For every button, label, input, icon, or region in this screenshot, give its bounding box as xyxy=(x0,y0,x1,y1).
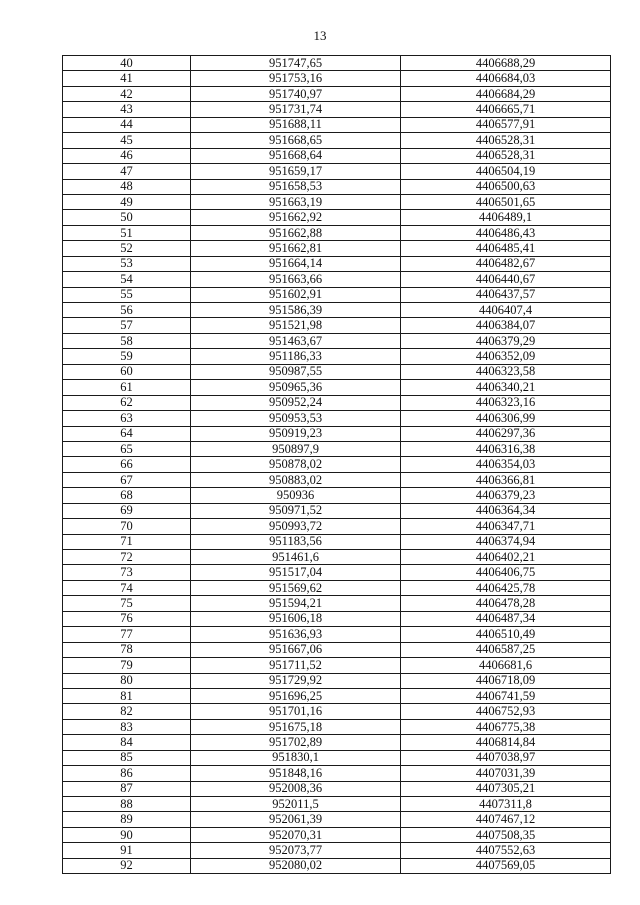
point-number-cell: 71 xyxy=(63,534,191,549)
y-coordinate-cell: 4406752,93 xyxy=(401,704,611,719)
y-coordinate-cell: 4406775,38 xyxy=(401,719,611,734)
table-row xyxy=(63,56,611,71)
x-coordinate-cell: 951667,06 xyxy=(191,642,401,657)
table-row xyxy=(63,86,611,101)
x-coordinate-cell: 951521,98 xyxy=(191,318,401,333)
table-row xyxy=(63,441,611,456)
point-number-cell: 85 xyxy=(63,750,191,765)
point-number-cell: 82 xyxy=(63,704,191,719)
point-number-cell: 67 xyxy=(63,472,191,487)
x-coordinate-cell: 952073,77 xyxy=(191,843,401,858)
table-row xyxy=(63,241,611,256)
point-number-cell: 87 xyxy=(63,781,191,796)
table-row xyxy=(63,735,611,750)
table-row xyxy=(63,457,611,472)
point-number-cell: 74 xyxy=(63,580,191,595)
point-number-cell: 43 xyxy=(63,102,191,117)
table-row xyxy=(63,364,611,379)
table-row xyxy=(63,210,611,225)
point-number-cell: 91 xyxy=(63,843,191,858)
table-row xyxy=(63,472,611,487)
table-row xyxy=(63,411,611,426)
x-coordinate-cell: 951729,92 xyxy=(191,673,401,688)
point-number-cell: 88 xyxy=(63,797,191,812)
table-row xyxy=(63,102,611,117)
x-coordinate-cell: 952061,39 xyxy=(191,812,401,827)
point-number-cell: 53 xyxy=(63,256,191,271)
table-row xyxy=(63,550,611,565)
x-coordinate-cell: 950952,24 xyxy=(191,395,401,410)
y-coordinate-cell: 4406379,23 xyxy=(401,488,611,503)
y-coordinate-cell: 4406440,67 xyxy=(401,272,611,287)
y-coordinate-cell: 4406528,31 xyxy=(401,133,611,148)
y-coordinate-cell: 4406340,21 xyxy=(401,380,611,395)
x-coordinate-cell: 950993,72 xyxy=(191,519,401,534)
x-coordinate-cell: 951663,66 xyxy=(191,272,401,287)
point-number-cell: 55 xyxy=(63,287,191,302)
y-coordinate-cell: 4407038,97 xyxy=(401,750,611,765)
x-coordinate-cell: 951675,18 xyxy=(191,719,401,734)
x-coordinate-cell: 951701,16 xyxy=(191,704,401,719)
point-number-cell: 59 xyxy=(63,349,191,364)
table-row xyxy=(63,565,611,580)
y-coordinate-cell: 4406504,19 xyxy=(401,164,611,179)
table-row xyxy=(63,503,611,518)
x-coordinate-cell: 951662,88 xyxy=(191,225,401,240)
table-row xyxy=(63,71,611,86)
y-coordinate-cell: 4406323,16 xyxy=(401,395,611,410)
y-coordinate-cell: 4406684,03 xyxy=(401,71,611,86)
table-row xyxy=(63,333,611,348)
table-row xyxy=(63,303,611,318)
x-coordinate-cell: 950883,02 xyxy=(191,472,401,487)
y-coordinate-cell: 4406665,71 xyxy=(401,102,611,117)
table-row xyxy=(63,287,611,302)
y-coordinate-cell: 4406366,81 xyxy=(401,472,611,487)
x-coordinate-cell: 952011,5 xyxy=(191,797,401,812)
table-row xyxy=(63,272,611,287)
x-coordinate-cell: 950936 xyxy=(191,488,401,503)
table-row xyxy=(63,148,611,163)
table-row xyxy=(63,133,611,148)
x-coordinate-cell: 951586,39 xyxy=(191,303,401,318)
x-coordinate-cell: 952070,31 xyxy=(191,827,401,842)
x-coordinate-cell: 951658,53 xyxy=(191,179,401,194)
point-number-cell: 56 xyxy=(63,303,191,318)
x-coordinate-cell: 951668,64 xyxy=(191,148,401,163)
point-number-cell: 92 xyxy=(63,858,191,873)
y-coordinate-cell: 4406402,21 xyxy=(401,550,611,565)
x-coordinate-cell: 951830,1 xyxy=(191,750,401,765)
y-coordinate-cell: 4406407,4 xyxy=(401,303,611,318)
x-coordinate-cell: 951606,18 xyxy=(191,611,401,626)
table-row xyxy=(63,827,611,842)
point-number-cell: 70 xyxy=(63,519,191,534)
table-row xyxy=(63,797,611,812)
x-coordinate-cell: 952080,02 xyxy=(191,858,401,873)
point-number-cell: 48 xyxy=(63,179,191,194)
table-row xyxy=(63,519,611,534)
x-coordinate-cell: 952008,36 xyxy=(191,781,401,796)
y-coordinate-cell: 4406323,58 xyxy=(401,364,611,379)
x-coordinate-cell: 951463,67 xyxy=(191,333,401,348)
point-number-cell: 47 xyxy=(63,164,191,179)
x-coordinate-cell: 951664,14 xyxy=(191,256,401,271)
table-row xyxy=(63,380,611,395)
point-number-cell: 66 xyxy=(63,457,191,472)
point-number-cell: 61 xyxy=(63,380,191,395)
point-number-cell: 63 xyxy=(63,411,191,426)
point-number-cell: 65 xyxy=(63,441,191,456)
x-coordinate-cell: 951663,19 xyxy=(191,194,401,209)
table-row xyxy=(63,349,611,364)
x-coordinate-cell: 950953,53 xyxy=(191,411,401,426)
y-coordinate-cell: 4406510,49 xyxy=(401,627,611,642)
y-coordinate-cell: 4406577,91 xyxy=(401,117,611,132)
point-number-cell: 49 xyxy=(63,194,191,209)
y-coordinate-cell: 4407467,12 xyxy=(401,812,611,827)
y-coordinate-cell: 4406501,65 xyxy=(401,194,611,209)
x-coordinate-cell: 950919,23 xyxy=(191,426,401,441)
y-coordinate-cell: 4406489,1 xyxy=(401,210,611,225)
point-number-cell: 78 xyxy=(63,642,191,657)
table-row xyxy=(63,580,611,595)
table-row xyxy=(63,225,611,240)
table-row xyxy=(63,642,611,657)
point-number-cell: 57 xyxy=(63,318,191,333)
x-coordinate-cell: 951461,6 xyxy=(191,550,401,565)
x-coordinate-cell: 951602,91 xyxy=(191,287,401,302)
point-number-cell: 41 xyxy=(63,71,191,86)
point-number-cell: 60 xyxy=(63,364,191,379)
point-number-cell: 84 xyxy=(63,735,191,750)
point-number-cell: 69 xyxy=(63,503,191,518)
table-row xyxy=(63,812,611,827)
y-coordinate-cell: 4406718,09 xyxy=(401,673,611,688)
table-row xyxy=(63,194,611,209)
y-coordinate-cell: 4407311,8 xyxy=(401,797,611,812)
table-row xyxy=(63,395,611,410)
point-number-cell: 75 xyxy=(63,596,191,611)
point-number-cell: 50 xyxy=(63,210,191,225)
table-row xyxy=(63,673,611,688)
x-coordinate-cell: 951731,74 xyxy=(191,102,401,117)
point-number-cell: 54 xyxy=(63,272,191,287)
y-coordinate-cell: 4406500,63 xyxy=(401,179,611,194)
table-row xyxy=(63,164,611,179)
point-number-cell: 72 xyxy=(63,550,191,565)
x-coordinate-cell: 951696,25 xyxy=(191,688,401,703)
y-coordinate-cell: 4406316,38 xyxy=(401,441,611,456)
x-coordinate-cell: 950897,9 xyxy=(191,441,401,456)
table-row xyxy=(63,611,611,626)
y-coordinate-cell: 4406406,75 xyxy=(401,565,611,580)
table-row xyxy=(63,596,611,611)
table-row xyxy=(63,318,611,333)
y-coordinate-cell: 4406354,03 xyxy=(401,457,611,472)
table-row xyxy=(63,858,611,873)
point-number-cell: 86 xyxy=(63,766,191,781)
x-coordinate-cell: 951747,65 xyxy=(191,56,401,71)
point-number-cell: 40 xyxy=(63,56,191,71)
x-coordinate-cell: 950965,36 xyxy=(191,380,401,395)
y-coordinate-cell: 4406485,41 xyxy=(401,241,611,256)
table-row xyxy=(63,117,611,132)
table-row xyxy=(63,750,611,765)
y-coordinate-cell: 4406587,25 xyxy=(401,642,611,657)
coordinates-table-body xyxy=(63,56,611,874)
point-number-cell: 45 xyxy=(63,133,191,148)
y-coordinate-cell: 4406384,07 xyxy=(401,318,611,333)
point-number-cell: 79 xyxy=(63,658,191,673)
point-number-cell: 90 xyxy=(63,827,191,842)
y-coordinate-cell: 4406478,28 xyxy=(401,596,611,611)
table-row xyxy=(63,719,611,734)
x-coordinate-cell: 951183,56 xyxy=(191,534,401,549)
point-number-cell: 89 xyxy=(63,812,191,827)
point-number-cell: 51 xyxy=(63,225,191,240)
table-row xyxy=(63,704,611,719)
y-coordinate-cell: 4407305,21 xyxy=(401,781,611,796)
y-coordinate-cell: 4406814,84 xyxy=(401,735,611,750)
y-coordinate-cell: 4406352,09 xyxy=(401,349,611,364)
y-coordinate-cell: 4406528,31 xyxy=(401,148,611,163)
x-coordinate-cell: 951517,04 xyxy=(191,565,401,580)
table-row xyxy=(63,179,611,194)
y-coordinate-cell: 4406741,59 xyxy=(401,688,611,703)
y-coordinate-cell: 4406482,67 xyxy=(401,256,611,271)
y-coordinate-cell: 4406684,29 xyxy=(401,86,611,101)
point-number-cell: 42 xyxy=(63,86,191,101)
x-coordinate-cell: 951569,62 xyxy=(191,580,401,595)
x-coordinate-cell: 951186,33 xyxy=(191,349,401,364)
x-coordinate-cell: 951753,16 xyxy=(191,71,401,86)
point-number-cell: 64 xyxy=(63,426,191,441)
y-coordinate-cell: 4406437,57 xyxy=(401,287,611,302)
x-coordinate-cell: 951662,92 xyxy=(191,210,401,225)
y-coordinate-cell: 4406364,34 xyxy=(401,503,611,518)
x-coordinate-cell: 950987,55 xyxy=(191,364,401,379)
x-coordinate-cell: 951662,81 xyxy=(191,241,401,256)
y-coordinate-cell: 4406487,34 xyxy=(401,611,611,626)
x-coordinate-cell: 951702,89 xyxy=(191,735,401,750)
y-coordinate-cell: 4406297,36 xyxy=(401,426,611,441)
point-number-cell: 46 xyxy=(63,148,191,163)
x-coordinate-cell: 951659,17 xyxy=(191,164,401,179)
point-number-cell: 44 xyxy=(63,117,191,132)
y-coordinate-cell: 4406347,71 xyxy=(401,519,611,534)
point-number-cell: 76 xyxy=(63,611,191,626)
coordinates-table xyxy=(62,55,611,874)
table-row xyxy=(63,256,611,271)
x-coordinate-cell: 951668,65 xyxy=(191,133,401,148)
y-coordinate-cell: 4407508,35 xyxy=(401,827,611,842)
point-number-cell: 68 xyxy=(63,488,191,503)
point-number-cell: 73 xyxy=(63,565,191,580)
x-coordinate-cell: 951711,52 xyxy=(191,658,401,673)
table-row xyxy=(63,426,611,441)
y-coordinate-cell: 4407031,39 xyxy=(401,766,611,781)
y-coordinate-cell: 4406374,94 xyxy=(401,534,611,549)
x-coordinate-cell: 951594,21 xyxy=(191,596,401,611)
x-coordinate-cell: 951688,11 xyxy=(191,117,401,132)
y-coordinate-cell: 4406379,29 xyxy=(401,333,611,348)
table-row xyxy=(63,658,611,673)
y-coordinate-cell: 4406681,6 xyxy=(401,658,611,673)
x-coordinate-cell: 950971,52 xyxy=(191,503,401,518)
x-coordinate-cell: 951740,97 xyxy=(191,86,401,101)
table-row xyxy=(63,781,611,796)
point-number-cell: 81 xyxy=(63,688,191,703)
point-number-cell: 77 xyxy=(63,627,191,642)
table-row xyxy=(63,627,611,642)
y-coordinate-cell: 4406688,29 xyxy=(401,56,611,71)
point-number-cell: 83 xyxy=(63,719,191,734)
point-number-cell: 80 xyxy=(63,673,191,688)
y-coordinate-cell: 4406425,78 xyxy=(401,580,611,595)
table-row xyxy=(63,766,611,781)
page-number: 13 xyxy=(313,28,327,43)
point-number-cell: 58 xyxy=(63,333,191,348)
table-row xyxy=(63,688,611,703)
table-row xyxy=(63,488,611,503)
table-row xyxy=(63,843,611,858)
x-coordinate-cell: 951636,93 xyxy=(191,627,401,642)
x-coordinate-cell: 951848,16 xyxy=(191,766,401,781)
y-coordinate-cell: 4407569,05 xyxy=(401,858,611,873)
point-number-cell: 52 xyxy=(63,241,191,256)
y-coordinate-cell: 4406306,99 xyxy=(401,411,611,426)
y-coordinate-cell: 4407552,63 xyxy=(401,843,611,858)
table-row xyxy=(63,534,611,549)
point-number-cell: 62 xyxy=(63,395,191,410)
y-coordinate-cell: 4406486,43 xyxy=(401,225,611,240)
x-coordinate-cell: 950878,02 xyxy=(191,457,401,472)
